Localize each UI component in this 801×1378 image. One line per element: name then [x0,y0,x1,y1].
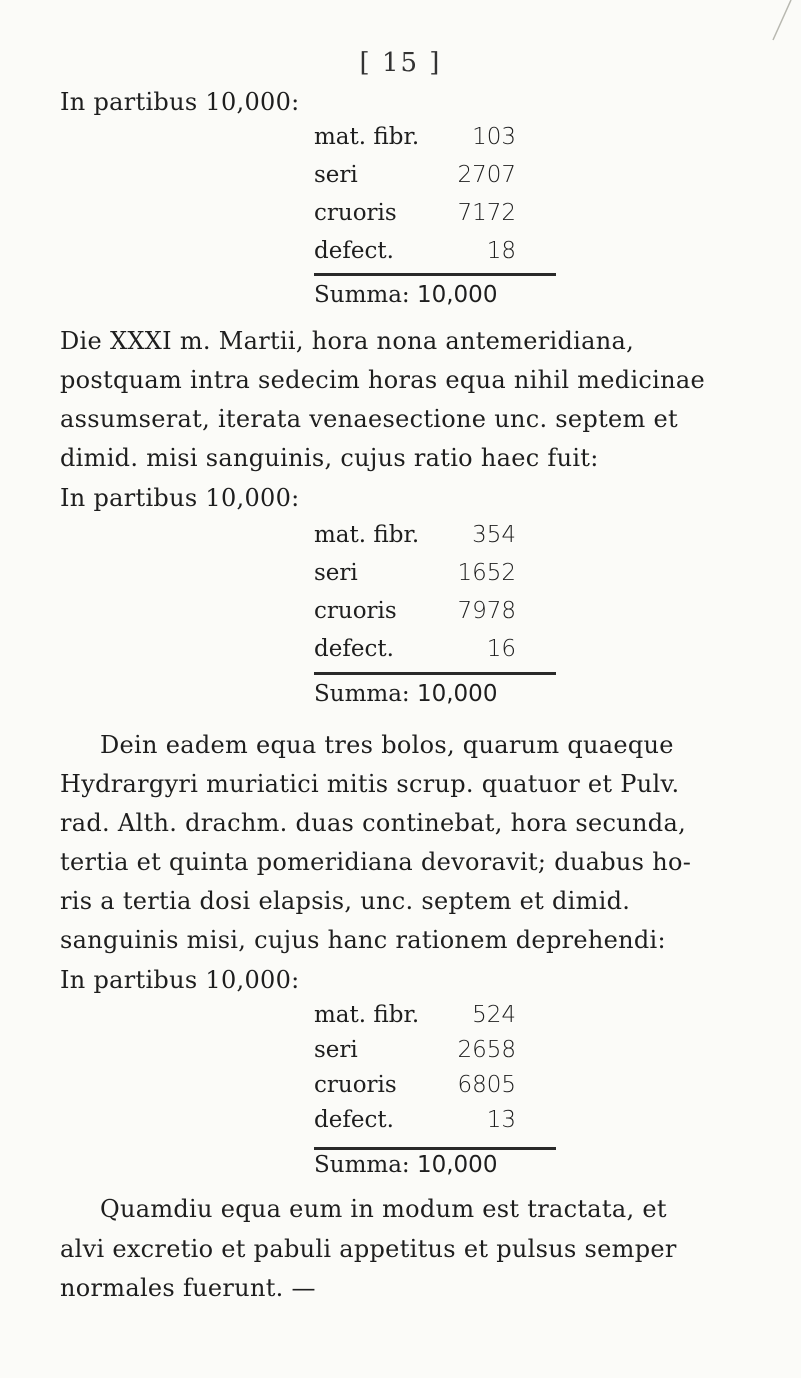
page-number-header: [ 15 ] [359,48,442,78]
row-label: mat. fibr. [314,124,420,150]
row-value: 7978 [457,598,516,624]
row-value: 2658 [457,1037,516,1063]
row-label: seri [314,560,358,586]
para-line: tertia et quinta pomeridiana devoravit; duabus ho- [60,848,692,876]
para-line: Quamdiu equa eum in modum est tractata, et [100,1195,667,1223]
row-label: cruoris [314,1072,397,1098]
para-line: Dein eadem equa tres bolos, quarum quaeque [100,731,674,759]
para-line: ris a tertia dosi elapsis, unc. septem et dimid. [60,887,631,915]
para-line: postquam intra sedecim horas equa nihil medicinae [60,366,706,394]
row-value: 524 [472,1002,516,1028]
row-value: 354 [472,522,516,548]
row-value: 16 [486,636,516,662]
row-label: defect. [314,1107,394,1133]
row-value: 13 [486,1107,516,1133]
row-value: 1652 [457,560,516,586]
sum-rule [314,672,556,675]
para-line: dimid. misi sanguinis, cujus ratio haec fuit: [60,444,599,472]
row-label: seri [314,162,358,188]
row-value: 18 [486,238,516,264]
row-value: 103 [472,124,516,150]
summa-line [314,681,497,707]
sum-rule [314,273,556,276]
block2-intro: In partibus 10,000: [60,484,300,512]
summa-label: Summa: [314,1152,410,1178]
row-label: mat. fibr. [314,522,420,548]
para-line: normales fuerunt. — [60,1274,316,1302]
row-label: cruoris [314,598,397,624]
summa-line [314,282,497,308]
para-line: sanguinis misi, cujus hanc rationem deprehendi: [60,926,666,954]
sum-rule [314,1147,556,1150]
row-label: cruoris [314,200,397,226]
summa-line [314,1152,497,1178]
summa-value: 10,000 [416,1152,498,1178]
block3-intro: In partibus 10,000: [60,966,300,994]
block1-intro: In partibus 10,000: [60,88,300,116]
row-label: seri [314,1037,358,1063]
summa-label: Summa: [314,681,410,707]
para-line: Hydrargyri muriatici mitis scrup. quatuor et Pulv. [60,770,680,798]
row-label: defect. [314,238,394,264]
row-value: 6805 [457,1072,516,1098]
summa-value: 10,000 [416,681,498,707]
row-value: 2707 [457,162,516,188]
para-line: assumserat, iterata venaesectione unc. septem et [60,405,678,433]
row-label: mat. fibr. [314,1002,420,1028]
para-line: Die XXXI m. Martii, hora nona antemeridiana, [60,327,635,355]
para-line: alvi excretio et pabuli appetitus et pulsus semper [60,1235,677,1263]
row-label: defect. [314,636,394,662]
para-line: rad. Alth. drachm. duas continebat, hora secunda, [60,809,686,837]
summa-label: Summa: [314,282,410,308]
row-value: 7172 [457,200,516,226]
summa-value: 10,000 [416,282,498,308]
